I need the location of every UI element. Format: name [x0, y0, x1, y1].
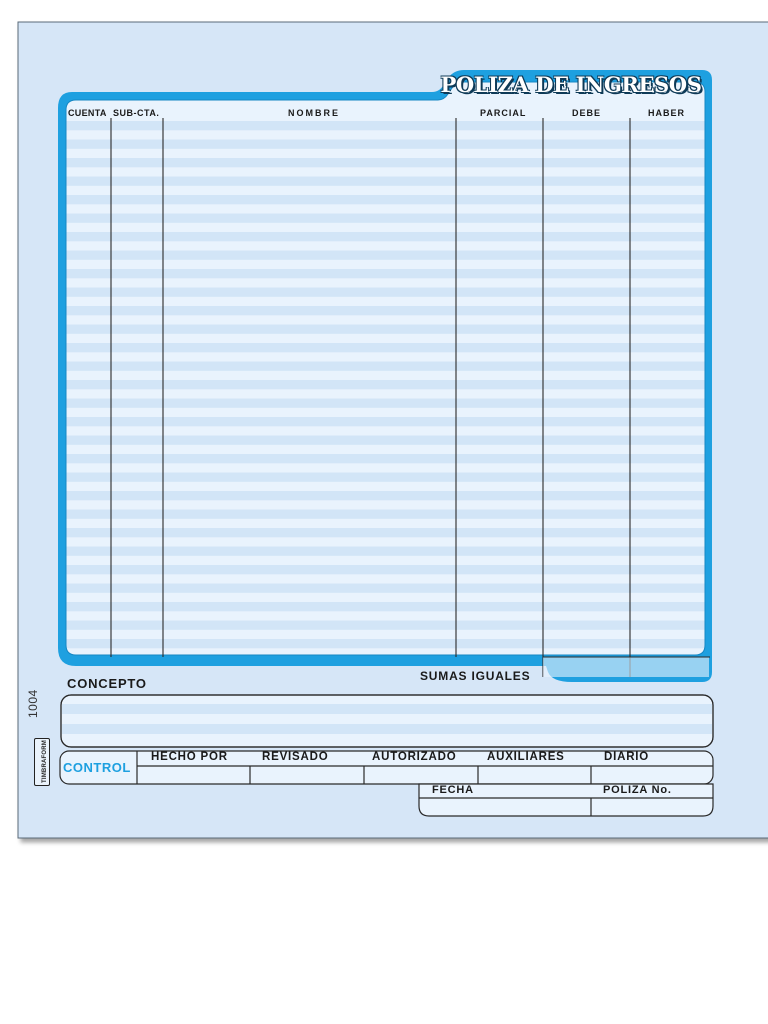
ledger-row-stripe	[60, 362, 710, 371]
revisado-label: REVISADO	[262, 751, 329, 763]
ledger-row-stripe	[60, 473, 710, 482]
ledger-row-stripe	[60, 177, 710, 186]
concepto-label: CONCEPTO	[67, 676, 147, 691]
poliza-no-label: POLIZA No.	[603, 784, 672, 796]
hecho-por-label: HECHO POR	[151, 751, 228, 763]
auxiliares-field[interactable]	[479, 767, 590, 783]
ledger-row-stripe	[60, 510, 710, 519]
header-cuenta: CUENTA	[68, 108, 107, 118]
hecho-por-field[interactable]	[138, 767, 249, 783]
ledger-area	[60, 80, 710, 660]
ledger-row-stripe	[60, 325, 710, 334]
ledger-row-stripe	[60, 380, 710, 389]
ledger-row-stripe	[60, 454, 710, 463]
header-sub-cta: SUB-CTA.	[113, 108, 160, 118]
ledger-row-stripe	[60, 232, 710, 241]
form-code: 1004	[26, 689, 40, 718]
ledger-row-stripe	[60, 158, 710, 167]
ledger-row-stripe	[60, 565, 710, 574]
ledger-row-stripe	[60, 417, 710, 426]
ledger-row-stripe	[60, 306, 710, 315]
header-debe: DEBE	[572, 108, 602, 118]
autorizado-label: AUTORIZADO	[372, 751, 457, 763]
ledger-row-stripe	[60, 491, 710, 500]
header-haber: HABER	[648, 108, 686, 118]
autorizado-field[interactable]	[365, 767, 477, 783]
concepto-box[interactable]	[61, 695, 713, 747]
ledger-row-stripe	[60, 121, 710, 130]
ledger-row-stripe	[60, 288, 710, 297]
header-parcial: PARCIAL	[480, 108, 527, 118]
ledger-row-stripe	[60, 584, 710, 593]
fecha-field[interactable]	[420, 799, 590, 815]
ledger-row-stripe	[60, 195, 710, 204]
sumas-iguales-label: SUMAS IGUALES	[420, 669, 531, 683]
diario-label: DIARIO	[604, 751, 650, 763]
fecha-label: FECHA	[432, 784, 474, 796]
ledger-row-stripe	[60, 528, 710, 537]
ledger-row-stripe	[60, 436, 710, 445]
ledger-row-stripe	[60, 214, 710, 223]
brand-logo	[34, 738, 50, 786]
header-nombre: NOMBRE	[288, 108, 340, 118]
diario-field[interactable]	[592, 767, 712, 783]
control-label: CONTROL	[63, 760, 131, 775]
ledger-row-stripe	[60, 602, 710, 611]
form-title: POLIZA DE INGRESOS	[440, 72, 702, 97]
ledger-row-stripe	[60, 343, 710, 352]
ledger-row-stripe	[60, 621, 710, 630]
poliza-no-field[interactable]	[592, 799, 712, 815]
sumas-haber-cell[interactable]	[630, 657, 709, 677]
auxiliares-label: AUXILIARES	[487, 751, 565, 763]
revisado-field[interactable]	[251, 767, 363, 783]
ledger-row-stripe	[60, 547, 710, 556]
ledger-row-stripe	[60, 399, 710, 408]
ledger-row-stripe	[60, 269, 710, 278]
ledger-row-stripe	[60, 251, 710, 260]
ledger-row-stripe	[60, 140, 710, 149]
brand-text: TIMBRAFORM	[42, 740, 48, 783]
sumas-debe-cell[interactable]	[543, 657, 630, 677]
ledger-row-stripe	[60, 639, 710, 648]
